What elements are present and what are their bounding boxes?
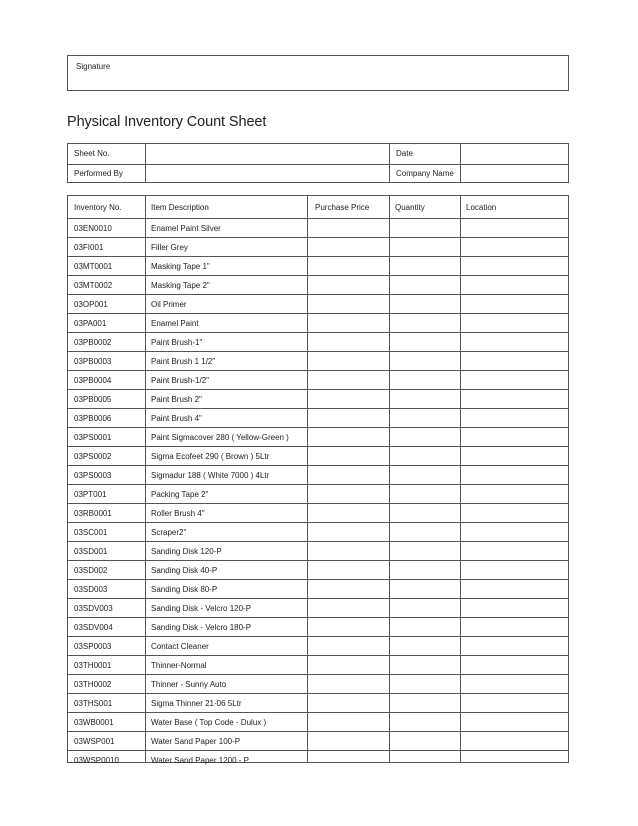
cell-quantity[interactable] [389,428,460,446]
cell-location[interactable] [460,295,568,313]
performed-by-field[interactable] [145,164,389,183]
cell-inventory-no: 03WB0001 [74,717,114,727]
cell-item-description: Oil Primer [151,299,187,309]
page-title: Physical Inventory Count Sheet [67,114,267,130]
cell-item-description: Paint Brush-1" [151,337,203,347]
cell-item-description: Sigma Ecofeet 290 ( Brown ) 5Ltr [151,451,270,461]
cell-inventory-no: 03PT001 [74,489,107,499]
cell-inventory-no: 03PS0001 [74,432,112,442]
cell-purchase-price[interactable] [307,561,389,579]
table-row [68,504,568,523]
cell-quantity[interactable] [389,751,460,770]
cell-inventory-no: 03PB0005 [74,394,112,404]
cell-item-description: Roller Brush 4" [151,508,205,518]
cell-item-description: Sigmadur 188 ( White 7000 ) 4Ltr [151,470,270,480]
cell-item-description: Water Sand Paper 100-P [151,736,241,746]
cell-location[interactable] [460,428,568,446]
cell-inventory-no: 03MT0001 [74,261,113,271]
cell-quantity[interactable] [389,485,460,503]
cell-inventory-no: 03PB0004 [74,375,112,385]
cell-quantity[interactable] [389,694,460,712]
cell-purchase-price[interactable] [307,656,389,674]
cell-location[interactable] [460,447,568,465]
cell-item-description: Paint Sigmacover 280 ( Yellow-Green ) [151,432,289,442]
cell-inventory-no: 03FI001 [74,242,104,252]
cell-location[interactable] [460,713,568,731]
column-header-purchase-price: Purchase Price [315,202,370,212]
sheet-no-field[interactable] [145,144,389,164]
table-row [68,238,568,257]
table-row [68,713,568,732]
header-row-sheet [68,144,568,165]
cell-quantity[interactable] [389,504,460,522]
table-row [68,618,568,637]
cell-purchase-price[interactable] [307,333,389,351]
cell-purchase-price[interactable] [307,276,389,294]
cell-purchase-price[interactable] [307,542,389,560]
column-header-quantity: Quantity [395,202,425,212]
table-row [68,314,568,333]
table-row [68,276,568,295]
table-row [68,447,568,466]
cell-quantity[interactable] [389,257,460,275]
cell-location[interactable] [460,390,568,408]
cell-item-description: Enamel Paint Silver [151,223,221,233]
cell-inventory-no: 03SD003 [74,584,108,594]
cell-item-description: Sanding Disk 40-P [151,565,218,575]
table-row [68,599,568,618]
date-field[interactable] [460,144,568,164]
cell-item-description: Thinner-Normal [151,660,207,670]
cell-quantity[interactable] [389,371,460,389]
cell-quantity[interactable] [389,409,460,427]
cell-item-description: Masking Tape 1" [151,261,210,271]
cell-location[interactable] [460,580,568,598]
cell-location[interactable] [460,314,568,332]
performed-by-label: Performed By [74,169,123,178]
cell-location[interactable] [460,276,568,294]
table-row [68,542,568,561]
column-header-item-description: Item Description [151,202,209,212]
table-row [68,580,568,599]
cell-item-description: Thinner - Sunny Auto [151,679,227,689]
cell-quantity[interactable] [389,713,460,731]
cell-quantity[interactable] [389,599,460,617]
cell-item-description: Sanding Disk - Velcro 120-P [151,603,252,613]
cell-purchase-price[interactable] [307,352,389,370]
cell-purchase-price[interactable] [307,485,389,503]
cell-inventory-no: 03SDV003 [74,603,113,613]
cell-location[interactable] [460,732,568,750]
cell-item-description: Sigma Thinner 21-06 5Ltr [151,698,242,708]
cell-location[interactable] [460,504,568,522]
cell-quantity[interactable] [389,637,460,655]
cell-quantity[interactable] [389,675,460,693]
cell-item-description: Water Sand Paper 1200 - P [151,756,249,765]
cell-item-description: Scraper2" [151,527,187,537]
cell-location[interactable] [460,618,568,636]
cell-purchase-price[interactable] [307,314,389,332]
cell-quantity[interactable] [389,656,460,674]
cell-inventory-no: 03SP0003 [74,641,112,651]
table-row [68,675,568,694]
cell-item-description: Filler Grey [151,242,188,252]
cell-inventory-no: 03PS0002 [74,451,112,461]
cell-purchase-price[interactable] [307,523,389,541]
date-label: Date [389,144,460,164]
table-row [68,295,568,314]
cell-quantity[interactable] [389,219,460,237]
cell-quantity[interactable] [389,333,460,351]
table-row [68,485,568,504]
table-row [68,466,568,485]
cell-purchase-price[interactable] [307,390,389,408]
cell-quantity[interactable] [389,447,460,465]
cell-purchase-price[interactable] [307,219,389,237]
cell-purchase-price[interactable] [307,751,389,770]
header-info-table [67,143,569,183]
cell-item-description: Paint Brush-1/2" [151,375,209,385]
cell-quantity[interactable] [389,352,460,370]
cell-purchase-price[interactable] [307,447,389,465]
table-row [68,523,568,542]
signature-box [67,55,569,91]
table-row [68,732,568,751]
cell-purchase-price[interactable] [307,257,389,275]
cell-purchase-price[interactable] [307,713,389,731]
cell-item-description: Masking Tape 2" [151,280,210,290]
cell-quantity[interactable] [389,276,460,294]
cell-quantity[interactable] [389,542,460,560]
cell-quantity[interactable] [389,295,460,313]
column-header-inventory-no: Inventory No. [74,202,122,212]
table-header-row [68,196,568,219]
cell-inventory-no: 03SD001 [74,546,108,556]
cell-purchase-price[interactable] [307,599,389,617]
cell-inventory-no: 03OP001 [74,299,108,309]
cell-purchase-price[interactable] [307,428,389,446]
cell-inventory-no: 03SD002 [74,565,108,575]
cell-item-description: Water Base ( Top Code - Dulux ) [151,717,267,727]
cell-purchase-price[interactable] [307,466,389,484]
cell-location[interactable] [460,333,568,351]
cell-purchase-price[interactable] [307,238,389,256]
cell-location[interactable] [460,485,568,503]
cell-purchase-price[interactable] [307,618,389,636]
cell-quantity[interactable] [389,466,460,484]
cell-location[interactable] [460,694,568,712]
cell-quantity[interactable] [389,523,460,541]
cell-purchase-price[interactable] [307,675,389,693]
cell-inventory-no: 03PB0002 [74,337,112,347]
cell-location[interactable] [460,523,568,541]
cell-item-description: Paint Brush 1 1/2" [151,356,216,366]
cell-item-description: Paint Brush 4" [151,413,202,423]
cell-location[interactable] [460,656,568,674]
cell-location[interactable] [460,637,568,655]
cell-inventory-no: 03PS0003 [74,470,112,480]
cell-location[interactable] [460,599,568,617]
table-row [68,656,568,675]
cell-inventory-no: 03WSP0010 [74,756,119,765]
cell-quantity[interactable] [389,238,460,256]
table-row [68,694,568,713]
company-name-label: Company Name [389,164,460,183]
cell-inventory-no: 03MT0002 [74,280,113,290]
inventory-table [67,195,569,763]
cell-item-description: Paint Brush 2" [151,394,202,404]
table-row [68,428,568,447]
cell-inventory-no: 03SC001 [74,527,108,537]
table-row [68,561,568,580]
cell-inventory-no: 03RB0001 [74,508,112,518]
cell-item-description: Sanding Disk 120-P [151,546,222,556]
cell-quantity[interactable] [389,580,460,598]
signature-label: Signature [76,62,111,71]
table-row [68,751,568,770]
cell-location[interactable] [460,751,568,770]
cell-location[interactable] [460,542,568,560]
cell-purchase-price[interactable] [307,694,389,712]
cell-item-description: Sanding Disk 80-P [151,584,218,594]
cell-inventory-no: 03PB0003 [74,356,112,366]
cell-location[interactable] [460,675,568,693]
cell-location[interactable] [460,409,568,427]
cell-item-description: Enamel Paint [151,318,199,328]
header-row-performed [68,164,568,183]
cell-location[interactable] [460,466,568,484]
cell-quantity[interactable] [389,314,460,332]
cell-purchase-price[interactable] [307,371,389,389]
cell-purchase-price[interactable] [307,732,389,750]
cell-quantity[interactable] [389,561,460,579]
table-row [68,257,568,276]
cell-quantity[interactable] [389,390,460,408]
table-row [68,371,568,390]
table-row [68,352,568,371]
cell-location[interactable] [460,219,568,237]
cell-quantity[interactable] [389,618,460,636]
cell-location[interactable] [460,352,568,370]
company-name-field[interactable] [460,164,568,183]
cell-inventory-no: 03PA001 [74,318,107,328]
table-row [68,637,568,656]
cell-inventory-no: 03TH0001 [74,660,112,670]
cell-inventory-no: 03SDV004 [74,622,113,632]
cell-quantity[interactable] [389,732,460,750]
table-row [68,390,568,409]
cell-inventory-no: 03EN0010 [74,223,112,233]
cell-item-description: Sanding Disk - Velcro 180-P [151,622,252,632]
column-header-location: Location [466,202,497,212]
sheet-no-label: Sheet No. [74,149,110,158]
cell-location[interactable] [460,238,568,256]
cell-location[interactable] [460,371,568,389]
cell-location[interactable] [460,257,568,275]
cell-location[interactable] [460,561,568,579]
cell-purchase-price[interactable] [307,409,389,427]
cell-inventory-no: 03WSP001 [74,736,115,746]
cell-inventory-no: 03PB0006 [74,413,112,423]
cell-item-description: Contact Cleaner [151,641,209,651]
cell-purchase-price[interactable] [307,504,389,522]
cell-purchase-price[interactable] [307,580,389,598]
cell-purchase-price[interactable] [307,637,389,655]
cell-inventory-no: 03THS001 [74,698,113,708]
table-row [68,333,568,352]
cell-inventory-no: 03TH0002 [74,679,112,689]
table-row [68,409,568,428]
cell-purchase-price[interactable] [307,295,389,313]
table-row [68,219,568,238]
cell-item-description: Packing Tape 2" [151,489,209,499]
